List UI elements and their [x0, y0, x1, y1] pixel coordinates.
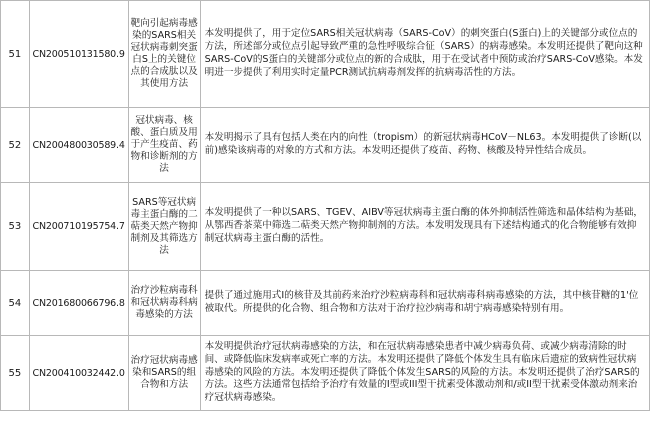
row-number: 54 [1, 271, 30, 336]
patent-abstract [200, 336, 649, 411]
patent-abstract [200, 108, 649, 183]
table-row [1, 108, 650, 183]
patent-title: SARS等冠状病毒主蛋白酶的二萜类天然产物抑制剂及其筛选方法 [128, 183, 200, 271]
abstract-text: 本发明揭示了具有包括人类在内的向性（tropism）的新冠状病毒HCoV－NL63。本发明提供了诊断(以前)感染该病毒的对象的方式和方法。本发明还提供了疫苗、药物、核酸及特异性结合成员。 [204, 132, 642, 156]
table-row [1, 271, 650, 336]
table-row [1, 336, 650, 411]
patent-number: CN200480030589.4 [29, 108, 128, 183]
patent-number: CN200510131580.9 [29, 1, 128, 108]
row-number: 51 [1, 1, 30, 108]
abstract-text: 本发明提供了一种以SARS、TGEV、AIBV等冠状病毒主蛋白酶的体外抑制活性筛选和晶体结构为基础，从鄂西香茶菜中筛选二萜类天然产物抑制剂的方法。本发明发现具有下述结构通式的化合物能够有效抑制冠状病毒主蛋白酶的活性。 [204, 207, 643, 244]
patent-abstract [200, 183, 649, 271]
patent-title: 靶向引起病毒感染的SARS相关冠状病毒刺突蛋白S上的关键位点的合成肽以及其使用方法 [128, 1, 200, 108]
table-row [1, 1, 650, 108]
row-number: 53 [1, 183, 30, 271]
abstract-text: 本发明提供了，用于定位SARS相关冠状病毒（SARS-CoV）的刺突蛋白(S蛋白)上的关键部分或位点的方法，所述部分或位点引起导致严重的急性呼吸综合征（SARS）的病毒感染。本发明还提供了靶向这种SARS-CoV的S蛋白的关键部分或位点的新的合成肽，用于在受试者中预防或治疗SARS-CoV感染。本发明进一步提供了利用实时定量PCR测试抗病毒剂发挥的抗病毒活性的方法。 [204, 28, 643, 78]
patent-number: CN200710195754.7 [29, 183, 128, 271]
patent-title: 治疗冠状病毒感染和SARS的组合物和方法 [128, 336, 200, 411]
table-row [1, 183, 650, 271]
row-number: 52 [1, 108, 30, 183]
abstract-text: 提供了通过施用式I的核苷及其前药来治疗沙粒病毒科和冠状病毒科病毒感染的方法，其中核苷糖的1'位被取代。所提供的化合物、组合物和方法对于治疗拉沙病毒和胡宁病毒感染特别有用。 [204, 290, 639, 314]
patent-number: CN200410032442.0 [29, 336, 128, 411]
patent-abstract [200, 271, 649, 336]
patent-title: 冠状病毒、核酸、蛋白质及用于产生疫苗、药物和诊断剂的方法 [128, 108, 200, 183]
patent-abstract [200, 1, 649, 108]
abstract-text: 本发明提供治疗冠状病毒感染的方法，和在冠状病毒感染患者中减少病毒负荷、或减少病毒清除的时间、或降低临床发病率或死亡率的方法。本发明还提供了降低个体发生具有临床后遗症的致病性冠状病毒感染的风险的方法。本发明还提供了降低个体发生SARS的风险的方法。本发明还提供了治疗SARS的方法。这些方法通常包括给予治疗有效量的I型或III型干扰素受体激动剂和/或II型干扰素受体激动剂来治疗冠状病毒感染。 [204, 341, 640, 404]
patent-title: 治疗沙粒病毒科和冠状病毒科病毒感染的方法 [128, 271, 200, 336]
row-number: 55 [1, 336, 30, 411]
patent-number: CN201680066796.8 [29, 271, 128, 336]
